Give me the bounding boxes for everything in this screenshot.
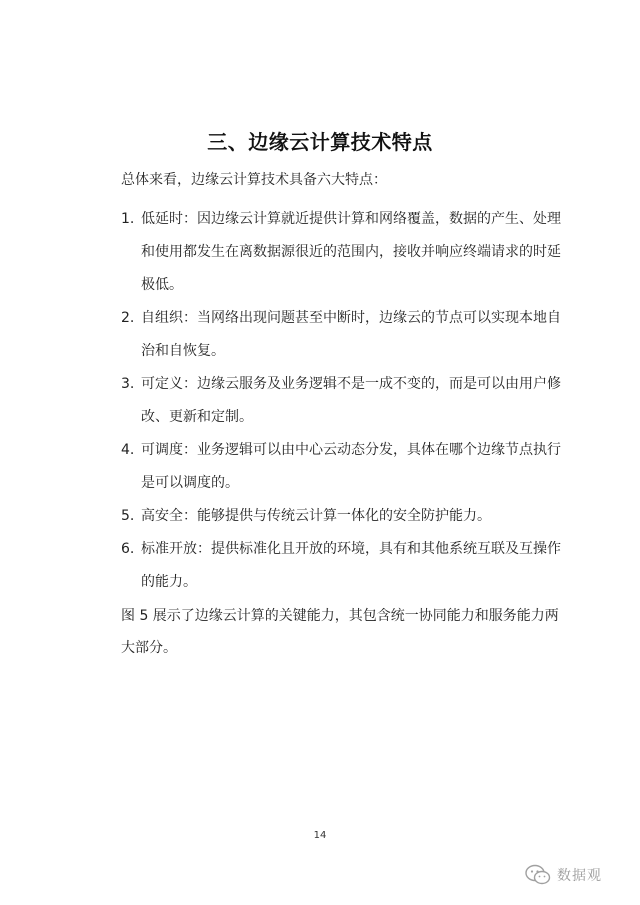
list-item-number: 2. bbox=[121, 310, 135, 326]
list-item-text: 自组织：当网络出现问题甚至中断时，边缘云的节点可以实现本地自治和自恢复。 bbox=[141, 310, 561, 359]
list-item-text: 低延时：因边缘云计算就近提供计算和网络覆盖，数据的产生、处理和使用都发生在离数据源很近的范围内，接收并响应终端请求的时延极低。 bbox=[141, 211, 561, 293]
list-item-text: 标准开放：提供标准化且开放的环境，具有和其他系统互联及互操作的能力。 bbox=[141, 541, 561, 590]
list-item bbox=[121, 203, 566, 302]
watermark bbox=[525, 864, 602, 886]
feature-list bbox=[121, 203, 561, 599]
closing-paragraph: 图 5 展示了边缘云计算的关键能力，其包含统一协同能力和服务能力两大部分。 bbox=[121, 608, 559, 656]
list-item-number: 1. bbox=[121, 211, 135, 227]
page-title: 三、边缘云计算技术特点 bbox=[207, 130, 433, 154]
wechat-icon bbox=[525, 864, 551, 886]
list-item bbox=[121, 533, 566, 599]
list-item-number: 3. bbox=[121, 376, 135, 392]
list-item-text: 高安全：能够提供与传统云计算一体化的安全防护能力。 bbox=[141, 508, 491, 524]
list-item bbox=[121, 302, 566, 368]
intro-text: 总体来看，边缘云计算技术具备六大特点： bbox=[121, 172, 387, 188]
watermark-text: 数据观 bbox=[557, 868, 602, 884]
list-item-number: 6. bbox=[121, 541, 135, 557]
list-item bbox=[121, 368, 566, 434]
list-item bbox=[121, 434, 566, 500]
list-item-number: 5. bbox=[121, 508, 135, 524]
list-item-text: 可调度：业务逻辑可以由中心云动态分发，具体在哪个边缘节点执行是可以调度的。 bbox=[141, 442, 561, 491]
list-item-text: 可定义：边缘云服务及业务逻辑不是一成不变的，而是可以由用户修改、更新和定制。 bbox=[141, 376, 561, 425]
list-item-number: 4. bbox=[121, 442, 135, 458]
list-item bbox=[121, 500, 566, 533]
page-number: 14 bbox=[313, 830, 327, 841]
